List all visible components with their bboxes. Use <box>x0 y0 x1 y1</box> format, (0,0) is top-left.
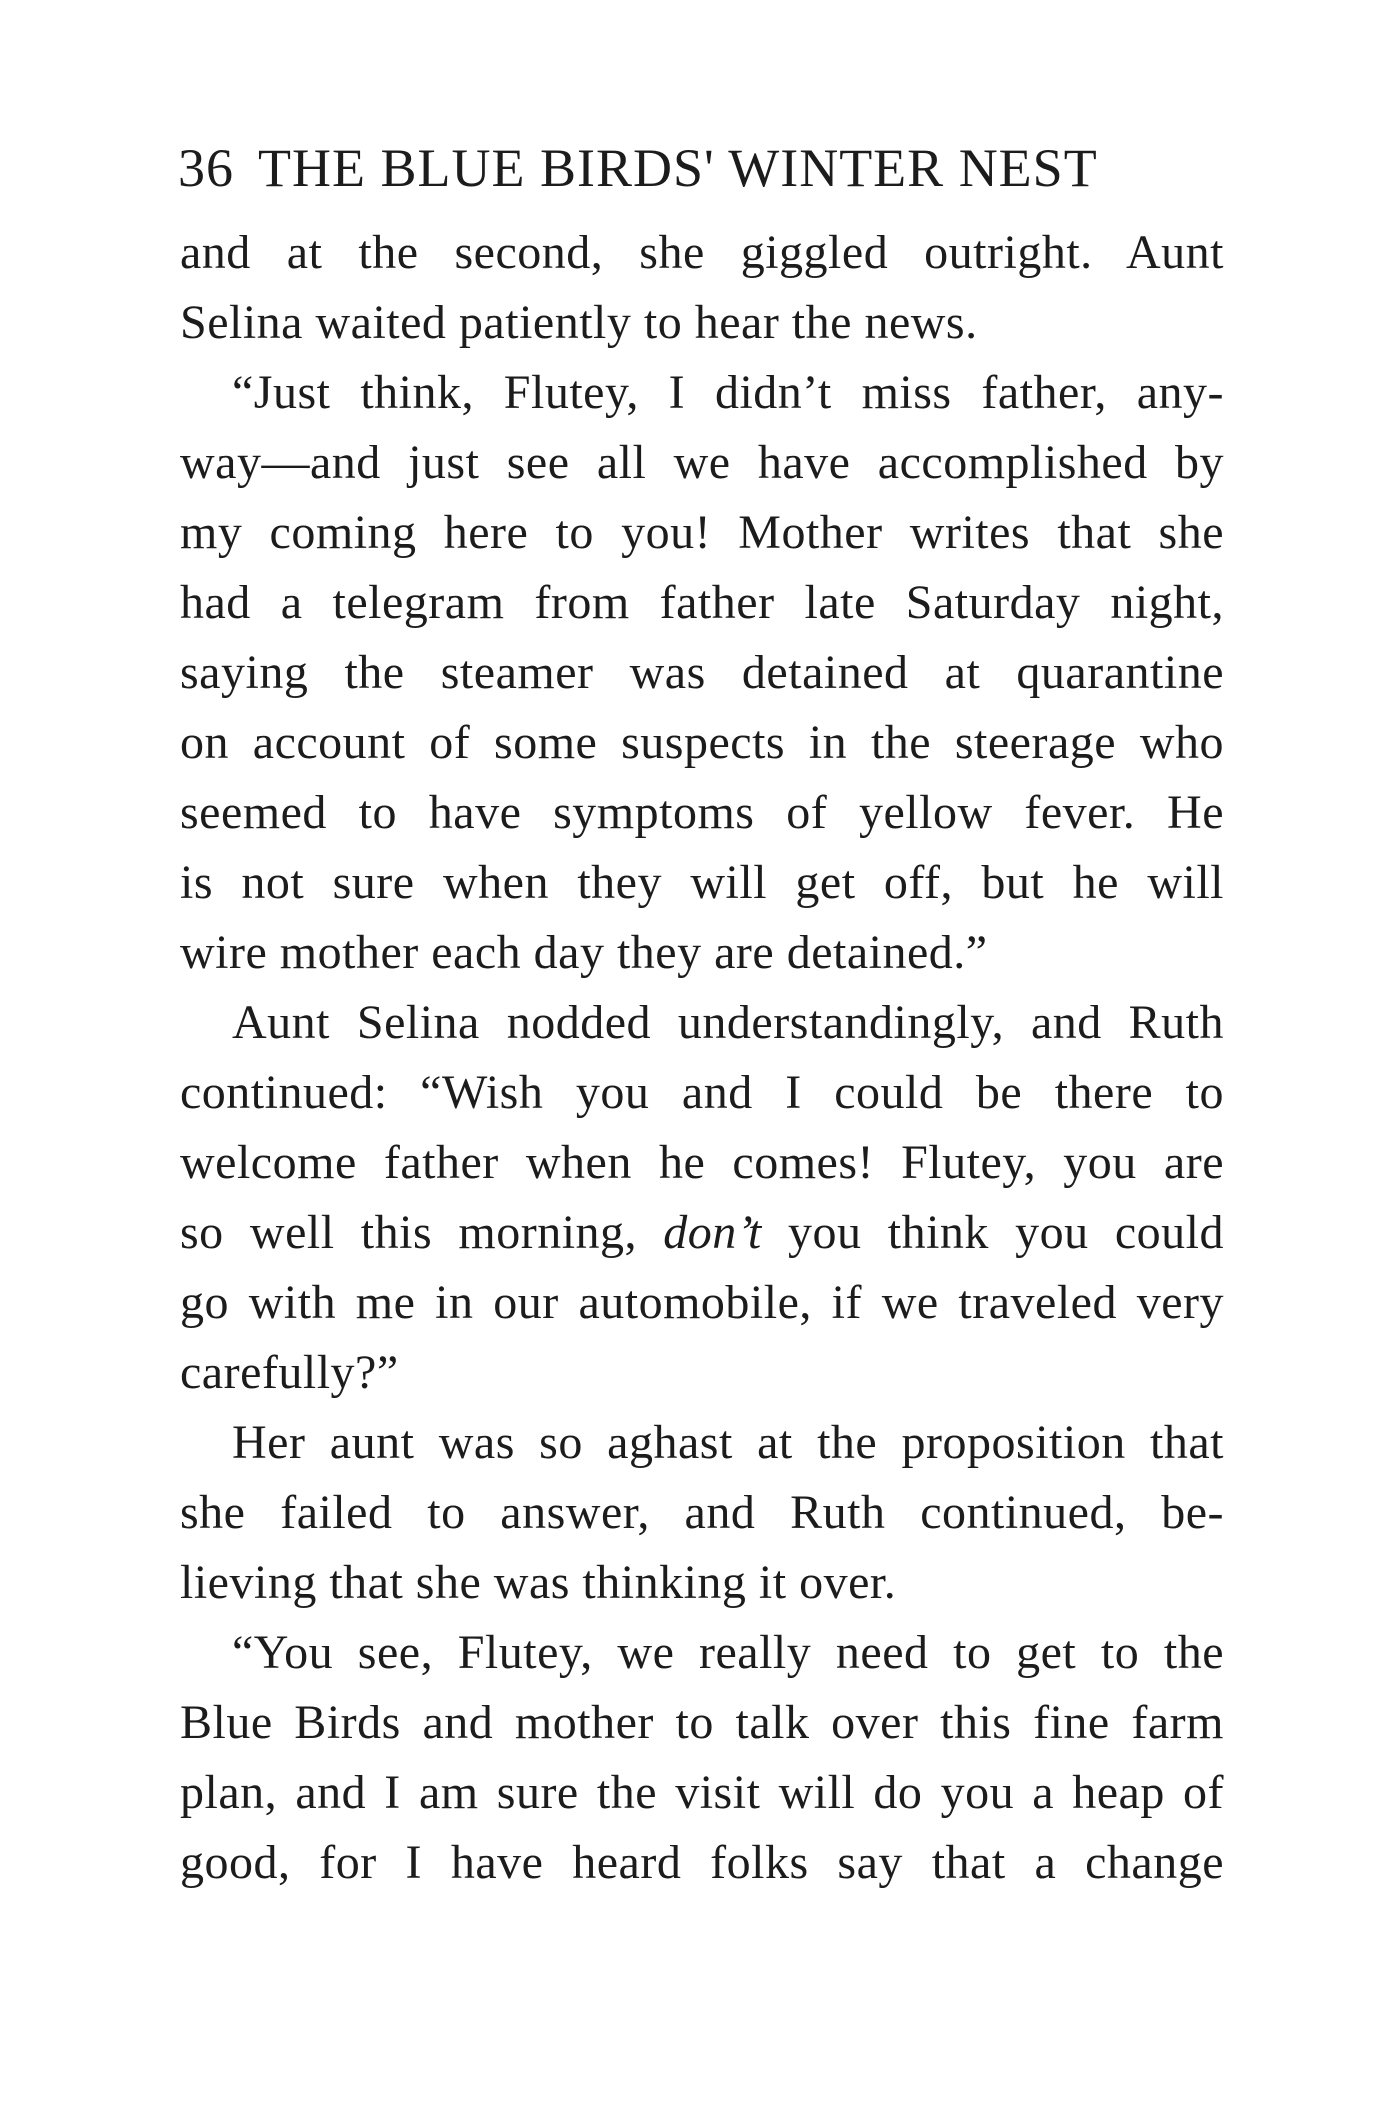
text-line: “You see, Flutey, we really need to get to the <box>232 1626 1224 1679</box>
text-line: she failed to answer, and Ruth continued, be- <box>180 1486 1224 1539</box>
page-number: 36 <box>178 138 234 198</box>
text-segment: you think you could <box>788 1206 1225 1259</box>
text-line: way—and just see all we have accomplished by <box>180 436 1224 489</box>
text-segment: so well this morning, <box>180 1206 638 1259</box>
text-line: good, for I have heard folks say that a change <box>180 1836 1224 1889</box>
text-line: Aunt Selina nodded understandingly, and Ruth <box>232 996 1224 1049</box>
text-line: is not sure when they will get off, but he will <box>180 856 1224 909</box>
text-line: had a telegram from father late Saturday night, <box>180 576 1224 629</box>
text-line: go with me in our automobile, if we traveled very <box>180 1276 1224 1329</box>
text-line: on account of some suspects in the steerage who <box>180 716 1224 769</box>
text-line: carefully?” <box>180 1346 399 1399</box>
text-line: seemed to have symptoms of yellow fever. He <box>180 786 1224 839</box>
running-head <box>178 128 1226 208</box>
text-line: lieving that she was thinking it over. <box>180 1556 897 1609</box>
text-line: Her aunt was so aghast at the proposition that <box>232 1416 1224 1469</box>
text-line: welcome father when he comes! Flutey, you are <box>180 1136 1224 1189</box>
text-line: plan, and I am sure the visit will do you a heap of <box>180 1766 1224 1819</box>
running-title: THE BLUE BIRDS' WINTER NEST <box>258 138 1098 198</box>
body-text <box>180 218 1224 1898</box>
italic-word: don’t <box>663 1206 762 1259</box>
text-line <box>180 1198 1224 1268</box>
text-line: saying the steamer was detained at quarantine <box>180 646 1224 699</box>
text-line: continued: “Wish you and I could be there to <box>180 1066 1224 1119</box>
text-line: “Just think, Flutey, I didn’t miss father, any- <box>232 366 1224 419</box>
text-line: my coming here to you! Mother writes that she <box>180 506 1224 559</box>
text-line: and at the second, she giggled outright. Aunt <box>180 226 1224 279</box>
text-line: wire mother each day they are detained.” <box>180 926 988 979</box>
text-line: Blue Birds and mother to talk over this fine farm <box>180 1696 1224 1749</box>
text-line: Selina waited patiently to hear the news. <box>180 296 978 349</box>
